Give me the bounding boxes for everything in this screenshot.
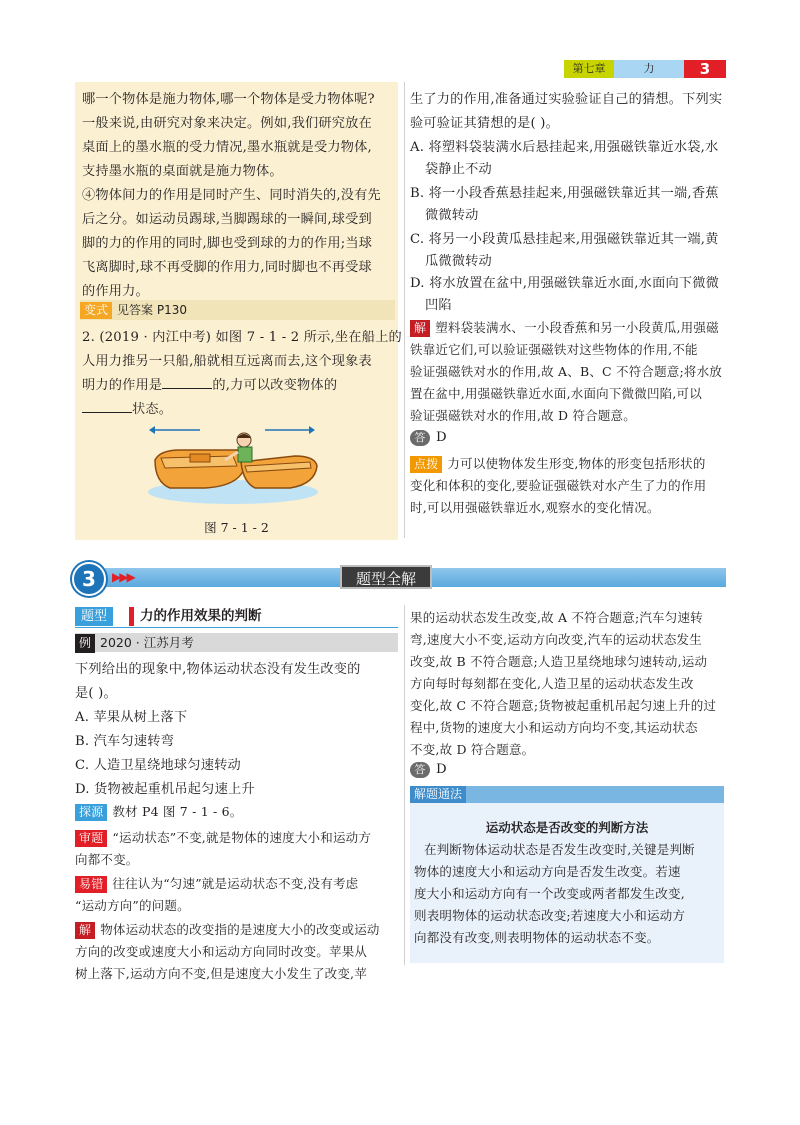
answer-tag: 答: [410, 762, 430, 778]
text-line: 验可验证其猜想的是( )。: [410, 116, 559, 131]
method-line: 物体的速度大小和运动方向是否发生改变。若速: [414, 864, 681, 879]
variant-tag: 变式: [80, 302, 112, 319]
solution-line: 程中,货物的速度大小和运动方向均不变,其运动状态: [410, 720, 698, 735]
answer-line: [410, 762, 447, 778]
text-line: 生了力的作用,准备通过实验验证自己的猜想。下列实: [410, 92, 723, 107]
solution-line: 不变,故 D 符合题意。: [410, 742, 535, 757]
mistake-line: “运动方向”的问题。: [75, 898, 190, 913]
text-line: 脚的力的作用的同时,脚也受到球的力的作用;当球: [82, 236, 373, 251]
method-title: 运动状态是否改变的判断方法: [485, 820, 649, 835]
option-line: C. 人造卫星绕地球匀速转动: [75, 758, 241, 773]
option-b-line: 微微转动: [425, 208, 479, 223]
section-number: 3: [72, 562, 106, 596]
text-line: 哪一个物体是施力物体,哪一个物体是受力物体呢?: [82, 92, 375, 107]
column-divider: [404, 82, 405, 538]
hint-line: [410, 454, 706, 473]
review-text: “运动状态”不变,就是物体的速度大小和运动方: [112, 830, 372, 845]
method-line: 向都没有改变,则表明物体的运动状态不变。: [414, 930, 660, 945]
option-line: B. 汽车匀速转弯: [75, 734, 174, 749]
option-a-line: 袋静止不动: [425, 162, 492, 177]
method-line: 在判断物体运动状态是否发生改变时,关键是判断: [424, 842, 695, 857]
arrows-icon: ▶▶▶: [112, 570, 134, 584]
example-tag: 例: [75, 634, 95, 653]
option-line: A. 苹果从树上落下: [75, 710, 188, 725]
solution-line: 铁靠近它们,可以验证强磁铁对这些物体的作用,不能: [410, 342, 698, 357]
solution-line: 弯,速度大小不变,运动方向改变,汽车的运动状态发生: [410, 632, 702, 647]
topic-label: 力: [614, 60, 684, 78]
text-line: 的作用力。: [82, 284, 149, 299]
solution-line: 变化,故 C 不符合题意;货物被起重机吊起匀速上升的过: [410, 698, 717, 713]
mistake-tag: 易错: [75, 876, 107, 893]
review-line: [75, 828, 371, 847]
method-line: 度大小和运动方向有一个改变或两者都发生改变,: [414, 886, 685, 901]
solution-line: 验证强磁铁对水的作用,故 A、B、C 不符合题意;将水放: [410, 364, 723, 379]
mistake-text: 往往认为“匀速”就是运动状态不变,没有考虑: [112, 876, 359, 891]
source-tag: 探源: [75, 804, 107, 821]
solution-line: 置在盆中,用强磁铁靠近水面,水面向下微微凹陷,可以: [410, 386, 702, 401]
divider: [75, 627, 398, 628]
option-c-line: C. 将另一小段黄瓜悬挂起来,用强磁铁靠近其一端,黄: [410, 232, 719, 247]
solution-line: 改变,故 B 不符合题意;人造卫星绕地球匀速转动,运动: [410, 654, 708, 669]
variant-text: 见答案 P130: [117, 303, 187, 317]
text-line: 飞离脚时,球不再受脚的作用力,同时脚也不再受球: [82, 260, 372, 275]
question-type-tag: 题型: [75, 607, 113, 626]
answer-line: [410, 430, 447, 446]
question-2-line: 人用力推另一只船,船就相互远离而去,这个现象表: [82, 354, 372, 369]
text-line: 支持墨水瓶的桌面就是施力物体。: [82, 164, 283, 179]
red-marker: [129, 607, 134, 626]
solution-text: 物体运动状态的改变指的是速度大小的改变或运动: [100, 922, 380, 937]
hint-line: 时,可以用强磁铁靠近水,观察水的变化情况。: [410, 500, 660, 515]
question-type-title: 力的作用效果的判断: [140, 608, 262, 624]
answer-blank: [162, 376, 212, 389]
chapter-label: 第七章: [564, 60, 614, 78]
solution-line: 方向每时每刻都在变化,人造卫星的运动状态发生改: [410, 676, 694, 691]
question-line: 是( )。: [75, 686, 117, 701]
q2-text-c: 状态。: [132, 402, 173, 417]
source-line: [75, 802, 243, 821]
answer-value: D: [436, 430, 447, 445]
text-line: ④物体间力的作用是同时产生、同时消失的,没有先: [82, 188, 381, 203]
boats-illustration: [145, 422, 320, 512]
solution-line: [75, 920, 380, 939]
question-line: 下列给出的现象中,物体运动状态没有发生改变的: [75, 662, 361, 677]
option-b-line: B. 将一小段香蕉悬挂起来,用强磁铁靠近其一端,香蕉: [410, 186, 719, 201]
solution-text: 塑料袋装满水、一小段香蕉和另一小段黄瓜,用强磁: [435, 320, 719, 335]
question-type-tag-wrap: [75, 607, 118, 626]
solution-tag: 解: [410, 320, 430, 337]
text-line: 后之分。如运动员踢球,当脚踢球的一瞬间,球受到: [82, 212, 372, 227]
question-2-line: [82, 398, 172, 417]
review-tag: 审题: [75, 830, 107, 847]
question-2-line: [82, 374, 337, 393]
method-header: [410, 786, 724, 803]
solution-line: 方向的改变或速度大小和运动方向同时改变。苹果从: [75, 944, 368, 959]
question-2-line: 2. (2019 · 内江中考) 如图 7 - 1 - 2 所示,坐在船上的: [82, 330, 402, 345]
example-source: 2020 · 江苏月考: [100, 635, 194, 650]
example-bar: [75, 633, 398, 652]
hint-line: 变化和体积的变化,要验证强磁铁对水产生了力的作用: [410, 478, 707, 493]
method-line: 则表明物体的运动状态改变;若速度大小和运动方: [414, 908, 686, 923]
option-c-line: 瓜微微转动: [425, 254, 492, 269]
q2-text-b: 的,力可以改变物体的: [212, 378, 338, 393]
text-line: 桌面上的墨水瓶的受力情况,墨水瓶就是受力物体,: [82, 140, 372, 155]
solution-tag: 解: [75, 922, 95, 939]
figure-caption: 图 7 - 1 - 2: [204, 520, 269, 535]
option-a-line: A. 将塑料袋装满水后悬挂起来,用强磁铁靠近水袋,水: [410, 140, 719, 155]
option-d-line: 凹陷: [425, 298, 452, 313]
review-line: 向都不变。: [75, 852, 139, 867]
section-title: 题型全解: [340, 565, 432, 589]
answer-value: D: [436, 762, 447, 777]
answer-tag: 答: [410, 430, 430, 446]
option-d-line: D. 将水放置在盆中,用强磁铁靠近水面,水面向下微微: [410, 276, 720, 291]
answer-blank: [82, 400, 132, 413]
page-number: 3: [684, 60, 726, 78]
variant-bar: [80, 300, 395, 320]
solution-line: [410, 318, 719, 337]
text-line: 一般来说,由研究对象来决定。例如,我们研究放在: [82, 116, 372, 131]
solution-line: 验证强磁铁对水的作用,故 D 符合题意。: [410, 408, 636, 423]
hint-tag: 点拨: [410, 456, 442, 473]
source-text: 教材 P4 图 7 - 1 - 6。: [112, 804, 243, 819]
mistake-line: [75, 874, 358, 893]
option-line: D. 货物被起重机吊起匀速上升: [75, 782, 255, 797]
solution-line: 树上落下,运动方向不变,但是速度大小发生了改变,苹: [75, 966, 367, 981]
column-divider: [404, 605, 405, 965]
solution-line: 果的运动状态发生改变,故 A 不符合题意;汽车匀速转: [410, 610, 703, 625]
method-tag: 解题通法: [410, 786, 466, 803]
q2-text-a: 明力的作用是: [82, 378, 163, 393]
hint-text: 力可以使物体发生形变,物体的形变包括形状的: [447, 456, 706, 471]
